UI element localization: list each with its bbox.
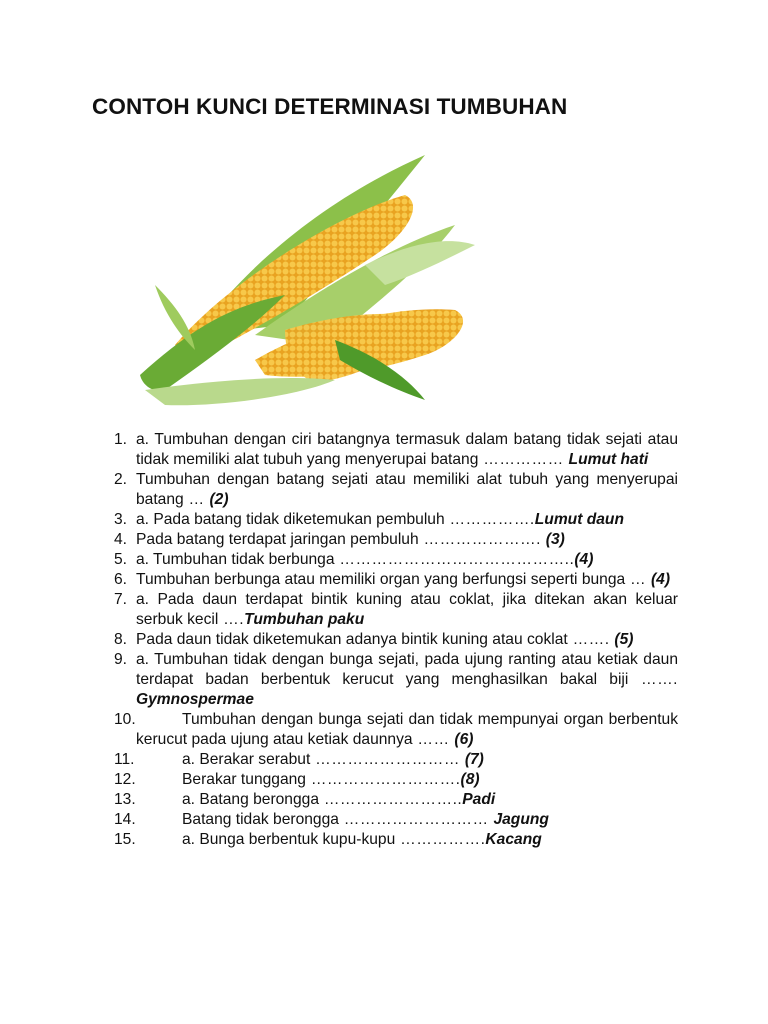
- item-answer: (6): [454, 731, 474, 748]
- item-text: a. Tumbuhan tidak berbunga: [136, 551, 335, 568]
- item-number: 7.: [114, 591, 128, 608]
- list-item: [114, 830, 678, 850]
- item-answer: Padi: [462, 791, 496, 808]
- item-text: a. Pada daun terdapat bintik kuning atau coklat, jika ditekan akan keluar serbuk kecil: [136, 591, 678, 628]
- item-text: Batang tidak berongga: [182, 811, 339, 828]
- item-dots: …….: [628, 671, 678, 688]
- list-item: [114, 530, 678, 550]
- item-number: 8.: [114, 631, 128, 648]
- list-item: [114, 510, 678, 530]
- item-text: a. Tumbuhan tidak dengan bunga sejati, pada ujung ranting atau ketiak daun terdapat badan berbentuk kerucut yang menghasilkan bakal biji: [136, 651, 678, 688]
- list-item: [114, 550, 678, 570]
- corn-cobs-illustration: [135, 135, 505, 420]
- list-item: [114, 770, 678, 790]
- item-dots: ………………………: [338, 811, 494, 828]
- item-dots: ………………….: [418, 531, 546, 548]
- list-item: [114, 790, 678, 810]
- item-number: 13.: [114, 791, 136, 808]
- list-item: [114, 750, 678, 770]
- list-item: [114, 570, 678, 590]
- item-answer: Gymnospermae: [136, 691, 254, 708]
- item-number: 2.: [114, 471, 128, 488]
- item-dots: …………….: [395, 831, 486, 848]
- item-answer: (3): [545, 531, 565, 548]
- item-text: a. Batang berongga: [182, 791, 319, 808]
- item-dots: ….: [218, 611, 245, 628]
- item-number: 11.: [114, 751, 135, 768]
- item-answer: Kacang: [485, 831, 542, 848]
- item-number: 9.: [114, 651, 128, 668]
- item-dots: …: [625, 571, 651, 588]
- item-dots: ……………………..: [319, 791, 463, 808]
- item-dots: ……………………….: [305, 771, 461, 788]
- item-number: 3.: [114, 511, 128, 528]
- list-item: [114, 590, 678, 630]
- item-text: Berakar tunggang: [182, 771, 306, 788]
- list-item: [114, 630, 678, 650]
- list-item: [114, 470, 678, 510]
- list-item: [114, 710, 678, 750]
- page-title: CONTOH KUNCI DETERMINASI TUMBUHAN: [92, 94, 568, 119]
- item-text: a. Bunga berbentuk kupu-kupu: [182, 831, 396, 848]
- item-dots: …………….: [444, 511, 535, 528]
- item-number: 15.: [114, 831, 136, 848]
- item-answer: Lumut daun: [534, 511, 624, 528]
- item-answer: (8): [460, 771, 480, 788]
- item-answer: Lumut hati: [568, 451, 649, 468]
- item-answer: Jagung: [493, 811, 549, 828]
- item-dots: ……: [412, 731, 455, 748]
- item-text: Pada batang terdapat jaringan pembuluh: [136, 531, 419, 548]
- item-dots: …….: [567, 631, 615, 648]
- item-number: 5.: [114, 551, 128, 568]
- item-text: Tumbuhan dengan bunga sejati dan tidak mempunyai organ berbentuk kerucut pada ujung atau ketiak daunnya: [136, 711, 678, 748]
- item-answer: (4): [650, 571, 671, 588]
- item-dots: ……………: [478, 451, 569, 468]
- item-number: 10.: [114, 711, 136, 728]
- item-answer: (5): [614, 631, 634, 648]
- item-answer: (2): [209, 491, 229, 508]
- item-number: 4.: [114, 531, 128, 548]
- list-item: [114, 810, 678, 830]
- item-text: a. Pada batang tidak diketemukan pembuluh: [136, 511, 445, 528]
- item-text: Pada daun tidak diketemukan adanya bintik kuning atau coklat: [136, 631, 568, 648]
- item-number: 14.: [114, 811, 136, 828]
- list-item: [114, 650, 678, 710]
- item-number: 1.: [114, 431, 128, 448]
- item-answer: (4): [574, 551, 594, 568]
- item-text: a. Tumbuhan dengan ciri batangnya termasuk dalam batang tidak sejati atau tidak memiliki alat tubuh yang menyerupai batang: [136, 431, 678, 468]
- item-text: a. Berakar serabut: [182, 751, 311, 768]
- item-number: 12.: [114, 771, 136, 788]
- list-item: [114, 430, 678, 470]
- item-text: Tumbuhan dengan batang sejati atau memiliki alat tubuh yang menyerupai batang: [136, 471, 678, 508]
- item-dots: ……………………………………..: [334, 551, 575, 568]
- item-number: 6.: [114, 571, 128, 588]
- item-dots: …: [183, 491, 210, 508]
- item-dots: ………………………: [310, 751, 465, 768]
- item-answer: (7): [464, 751, 484, 768]
- item-answer: Tumbuhan paku: [244, 611, 365, 628]
- determination-key-list: [114, 430, 678, 850]
- item-text: Tumbuhan berbunga atau memiliki organ yang berfungsi seperti bunga: [136, 571, 626, 588]
